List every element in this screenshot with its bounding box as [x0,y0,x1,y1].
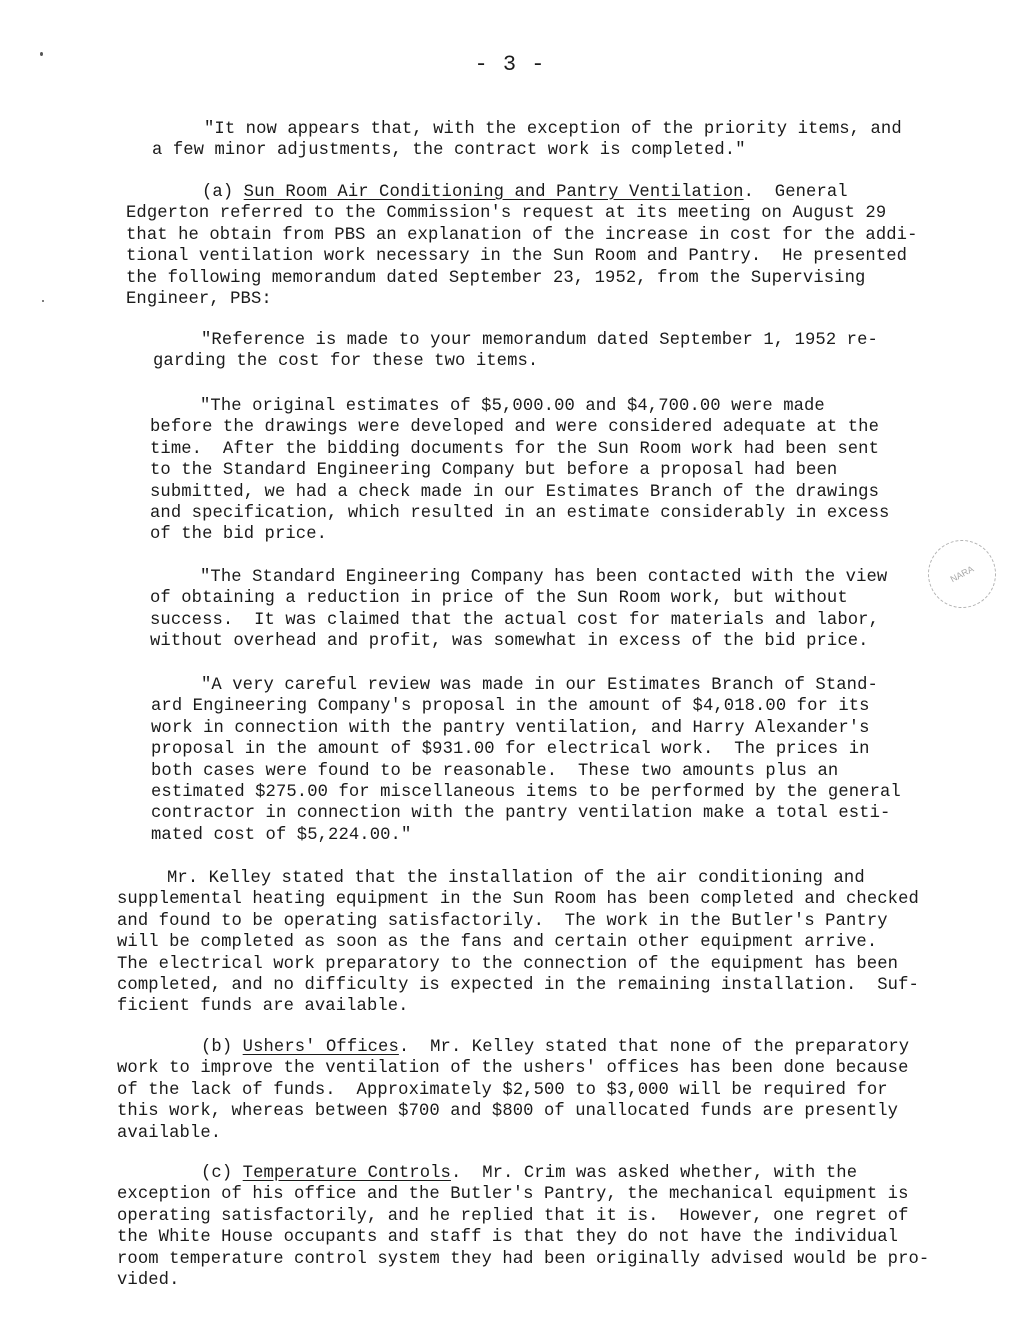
paragraph-kelley [117,868,919,1018]
text-line: this work, whereas between $700 and $800 of unallocated funds are presently [117,1102,899,1122]
archive-stamp-text: NARA [948,563,976,585]
section-heading-ushers-offices: Ushers' Offices [242,1038,399,1057]
text-line: of obtaining a reduction in price of the Sun Room work, but without [150,589,848,609]
text-line: "A very careful review was made in our Estimates Branch of Stand- [201,676,878,695]
section-heading-sun-room: Sun Room Air Conditioning and Pantry Ventilation [243,183,744,202]
text-line: ard Engineering Company's proposal in the amount of $4,018.00 for its [151,697,870,717]
text-line: "Reference is made to your memorandum dated September 1, 1952 re- [201,331,878,350]
text-line: proposal in the amount of $931.00 for electrical work. The prices in [151,740,870,760]
scan-speck [42,300,44,302]
text-line: operating satisfactorily, and he replied that it is. However, one regret of [117,1206,909,1226]
text-line: time. After the bidding documents for the Sun Room work had been sent [150,439,879,459]
text-line: Edgerton referred to the Commission's request at its meeting on August 29 [126,204,887,224]
memo-quote-review [151,675,901,846]
scan-speck [40,52,43,56]
text-line: of the bid price. [150,525,328,545]
text-fragment: . General [743,183,848,202]
text-line: both cases were found to be reasonable. These two amounts plus an [151,761,839,781]
text-line: vided. [117,1271,180,1291]
text-line: work to improve the ventilation of the ushers' offices has been done because [117,1059,909,1079]
text-line: that he obtain from PBS an explanation of the increase in cost for the addi- [126,225,918,245]
text-line: exception of his office and the Butler's Pantry, the mechanical equipment is [117,1185,909,1205]
text-line: contractor in connection with the pantry ventilation make a total esti- [151,804,891,824]
memo-quote-reference [151,330,878,373]
text-line: garding the cost for these two items. [153,352,539,372]
text-line: submitted, we had a check made in our Estimates Branch of the drawings [150,482,879,502]
text-line: The electrical work preparatory to the connection of the equipment has been [117,954,899,974]
text-line: to the Standard Engineering Company but before a proposal had been [150,461,838,481]
paragraph-ushers-offices [117,1037,909,1144]
text-fragment: . Mr. Kelley stated that none of the preparatory [398,1038,910,1057]
paragraph-sun-room [126,182,917,310]
section-marker-b: (b) [201,1038,243,1057]
text-line: of the lack of funds. Approximately $2,500 to $3,000 will be required for [117,1080,888,1100]
text-line: work in connection with the pantry ventilation, and Harry Alexander's [151,718,870,738]
text-line: "The Standard Engineering Company has been contacted with the view [200,568,888,587]
paragraph-quote-continuation [152,119,902,162]
archive-stamp [916,528,1008,620]
text-line: the White House occupants and staff is that they do not have the individual [117,1228,899,1248]
text-line: Mr. Kelley stated that the installation of the air conditioning and [167,869,865,888]
text-line: "The original estimates of $5,000.00 and $4,700.00 were made [200,397,825,416]
memo-quote-estimates [150,396,889,546]
text-line: mated cost of $5,224.00." [151,825,412,845]
text-line: estimated $275.00 for miscellaneous items to be performed by the general [151,783,901,803]
text-line: without overhead and profit, was somewhat in excess of the bid price. [150,632,869,652]
text-line: tional ventilation work necessary in the Sun Room and Pantry. He presented [126,247,908,267]
section-marker-c: (c) [201,1164,243,1183]
text-line: the following memorandum dated September 23, 1952, from the Supervising [126,268,866,288]
section-heading-temperature-controls: Temperature Controls [242,1164,451,1183]
memo-quote-contacted [150,567,887,653]
text-line: supplemental heating equipment in the Sun Room has been completed and checked [117,890,919,910]
text-fragment: . Mr. Crim was asked whether, with the [450,1164,858,1183]
paragraph-temperature-controls [117,1163,929,1291]
text-line: before the drawings were developed and were considered adequate at the [150,418,879,438]
text-line: success. It was claimed that the actual cost for materials and labor, [150,610,879,630]
section-marker-a: (a) [202,183,244,202]
text-line: Engineer, PBS: [126,290,272,310]
text-line: "It now appears that, with the exception of the priority items, and [204,120,902,139]
text-line: and specification, which resulted in an estimate considerably in excess [150,504,890,524]
text-line: will be completed as soon as the fans and certain other equipment arrive. [117,933,878,953]
text-line: and found to be operating satisfactorily. The work in the Butler's Pantry [117,911,888,931]
text-line: ficient funds are available. [117,997,409,1017]
text-line: room temperature control system they had been originally advised would be pro- [117,1249,930,1269]
text-line: available. [117,1123,222,1143]
page-number: - 3 - [474,52,546,77]
text-line: a few minor adjustments, the contract work is completed." [152,141,746,161]
text-line: completed, and no difficulty is expected in the remaining installation. Suf- [117,976,919,996]
